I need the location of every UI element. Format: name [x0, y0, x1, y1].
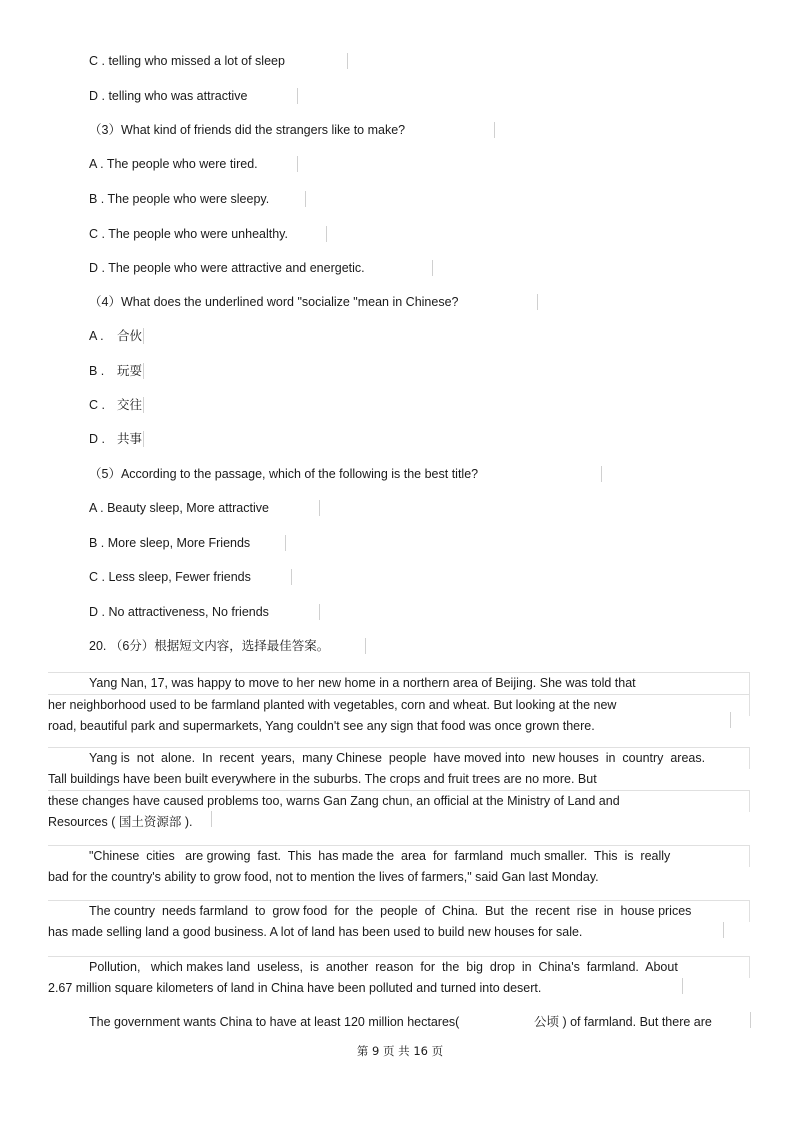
divider	[601, 466, 602, 482]
paragraph-line: 2.67 million square kilometers of land in China have been polluted and turned into desert.	[48, 981, 542, 995]
question-4-option-a	[89, 328, 142, 344]
divider	[319, 500, 320, 516]
question-3-option-b: B . The people who were sleepy.	[89, 192, 270, 206]
paragraph-line: Pollution, which makes land useless, is another reason for the big drop in China's farmland. About	[48, 956, 750, 978]
paragraph-line: her neighborhood used to be farmland planted with vegetables, corn and wheat. But looking at the new	[48, 694, 750, 716]
divider	[347, 53, 348, 69]
paragraph-2	[48, 747, 750, 833]
divider	[297, 88, 298, 104]
paragraph-line: has made selling land a good business. A lot of land has been used to build new houses for sale.	[48, 925, 583, 939]
divider	[285, 535, 286, 551]
divider	[143, 363, 144, 379]
question-5-option-a: A . Beauty sleep, More attractive	[89, 501, 269, 515]
divider	[432, 260, 433, 276]
divider	[305, 191, 306, 207]
question-5: （5）According to the passage, which of the following is the best title?	[89, 467, 479, 481]
divider	[537, 294, 538, 310]
paragraph-line: The country needs farmland to grow food for the people of China. But the recent rise in house prices	[48, 900, 750, 922]
paragraph-4	[48, 900, 750, 943]
question-4-option-d	[89, 431, 142, 447]
paragraph-line: Yang Nan, 17, was happy to move to her new home in a northern area of Beijing. She was told that	[48, 672, 750, 694]
option-letter: C .	[89, 398, 105, 412]
paragraph-line: these changes have caused problems too, warns Gan Zang chun, an official at the Ministry of Land and	[48, 790, 750, 812]
paragraph-line: Tall buildings have been built everywhere in the suburbs. The crops and fruit trees are no more. But	[48, 772, 597, 786]
question-4-option-b	[89, 363, 142, 379]
paragraph-line: "Chinese cities are growing fast. This has made the area for farmland much smaller. This is really	[48, 845, 750, 867]
paragraph-1	[48, 672, 750, 737]
divider	[730, 712, 731, 728]
option-letter: B .	[89, 364, 105, 378]
divider	[750, 1012, 751, 1028]
question-5-option-b: B . More sleep, More Friends	[89, 536, 251, 550]
divider	[143, 328, 144, 344]
divider	[682, 978, 683, 994]
option-c: C . telling who missed a lot of sleep	[89, 54, 285, 68]
divider	[365, 638, 366, 654]
paragraph-line: Resources ( 国土资源部 ).	[48, 815, 193, 829]
divider	[291, 569, 292, 585]
divider	[143, 431, 144, 447]
question-20-heading: 20. （6分）根据短文内容，选择最佳答案。	[89, 639, 330, 653]
question-4-option-c	[89, 397, 142, 413]
paragraph-line: road, beautiful park and supermarkets, Yang couldn't see any sign that food was once grown there.	[48, 719, 595, 733]
paragraph-line: Yang is not alone. In recent years, many Chinese people have moved into new houses in country areas.	[48, 747, 750, 769]
paragraph-6-end: 公顷 ) of farmland. But there are	[534, 1015, 712, 1029]
option-text: 交往	[117, 398, 143, 412]
divider	[723, 922, 724, 938]
paragraph-line: bad for the country's ability to grow food, not to mention the lives of farmers," said Gan last Monday.	[48, 870, 599, 884]
divider	[143, 397, 144, 413]
option-text: 共事	[117, 432, 143, 446]
option-text: 玩耍	[117, 364, 143, 378]
divider	[211, 811, 212, 827]
paragraph-5	[48, 956, 750, 999]
option-text: 合伙	[117, 329, 143, 343]
question-3-option-d: D . The people who were attractive and energetic.	[89, 261, 365, 275]
page-footer: 第 9 页 共 16 页	[356, 1044, 444, 1058]
option-d: D . telling who was attractive	[89, 89, 248, 103]
question-5-option-c: C . Less sleep, Fewer friends	[89, 570, 251, 584]
question-5-option-d: D . No attractiveness, No friends	[89, 605, 269, 619]
question-3-option-a: A . The people who were tired.	[89, 157, 258, 171]
option-letter: A .	[89, 329, 104, 343]
question-3-option-c: C . The people who were unhealthy.	[89, 227, 288, 241]
divider	[326, 226, 327, 242]
question-4: （4）What does the underlined word "socialize "mean in Chinese?	[89, 295, 459, 309]
paragraph-6-start: The government wants China to have at least 120 million hectares(	[89, 1015, 460, 1029]
divider	[297, 156, 298, 172]
divider	[494, 122, 495, 138]
option-letter: D .	[89, 432, 105, 446]
divider	[319, 604, 320, 620]
question-3: （3）What kind of friends did the strangers like to make?	[89, 123, 406, 137]
paragraph-3	[48, 845, 750, 888]
